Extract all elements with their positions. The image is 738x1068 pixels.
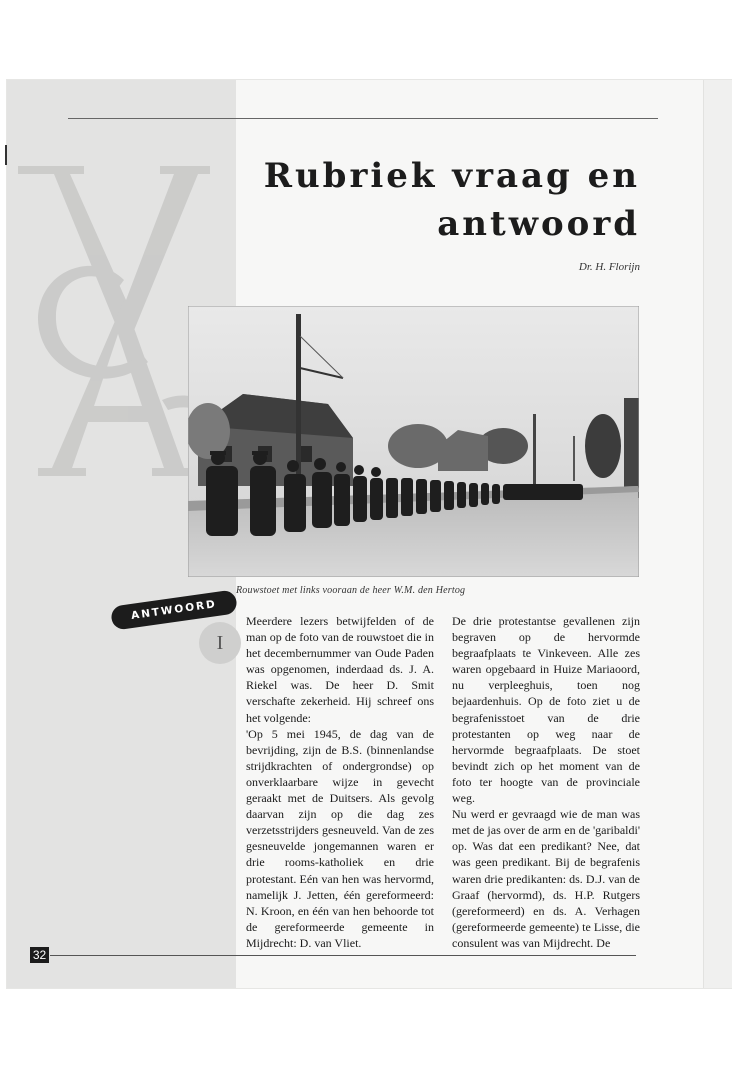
binding-mark — [5, 145, 7, 165]
text-column-2 — [452, 613, 640, 951]
photo-caption: Rouwstoet met links vooraan de heer W.M. den Hertog — [236, 585, 466, 596]
bottom-rule — [50, 955, 636, 956]
page-number: 32 — [30, 947, 49, 963]
section-tag-antwoord: ANTWOORD — [110, 589, 238, 630]
paragraph: 'Op 5 mei 1945, de dag van de bevrijding, zijn de B.S. (binnenlandse strijdkrachten of ondergrondse) op onverklaarbare wijze in gevecht geraakt met de Duitsers. Als gevolg daarvan zijn op die dag zes verzetsstrijders gesneuveld. Van de zes gesneuvelde jongemannen waren er drie rooms-katholiek en drie protestant. Eén van hen was hervormd, namelijk J. Jetten, één gereformeerd: N. Kroon, en één van hen behoorde tot de gereformeerde gemeente in Mijdrecht: D. van Vliet. — [246, 726, 434, 950]
paragraph: De drie protestantse gevallenen zijn begraven op de hervormde begraafplaats te Vinkeveen. Alle zes waren opgebaard in Huize Mariaoord, nu verpleeghuis, toen nog bejaardenhuis. Op de foto ziet u de begrafenisstoet van de drie protestanten op weg naar de hervormde begraafplaats. De stoet bevindt zich op het moment van de foto ter hoogte van de provinciale weg. — [452, 614, 640, 806]
author-byline: Dr. H. Florijn — [578, 261, 640, 273]
page-edge — [703, 80, 732, 988]
page-title — [260, 152, 640, 248]
top-rule — [68, 118, 658, 119]
paragraph: Nu werd er gevraagd wie de man was met de jas over de arm en de 'garibaldi' op. Was dat een predikant? Nee, dat was geen predikant. Bij de begrafenis waren drie predikanten: ds. D.J. van de Graaf (hervormd), ds. H.P. Rutgers (gereformeerd) en ds. A. Verhagen (gereformeerde gemeente) te Lisse, die consulent was van Mijdrecht. De — [452, 807, 640, 950]
title-line-1: Rubriek vraag en — [263, 156, 640, 196]
paragraph: Meerdere lezers betwijfelden of de man op de foto van de rouwstoet die in het decembernummer van Oude Paden was opgenomen, inderdaad ds. J. A. Riekel was. De heer D. Smit verschafte zekerheid. Hij schreef ons het volgende: — [246, 614, 434, 725]
text-column-1 — [246, 613, 434, 951]
title-line-2: antwoord — [437, 204, 640, 244]
funeral-procession-photo — [188, 306, 639, 577]
answer-number-badge: I — [199, 622, 241, 664]
